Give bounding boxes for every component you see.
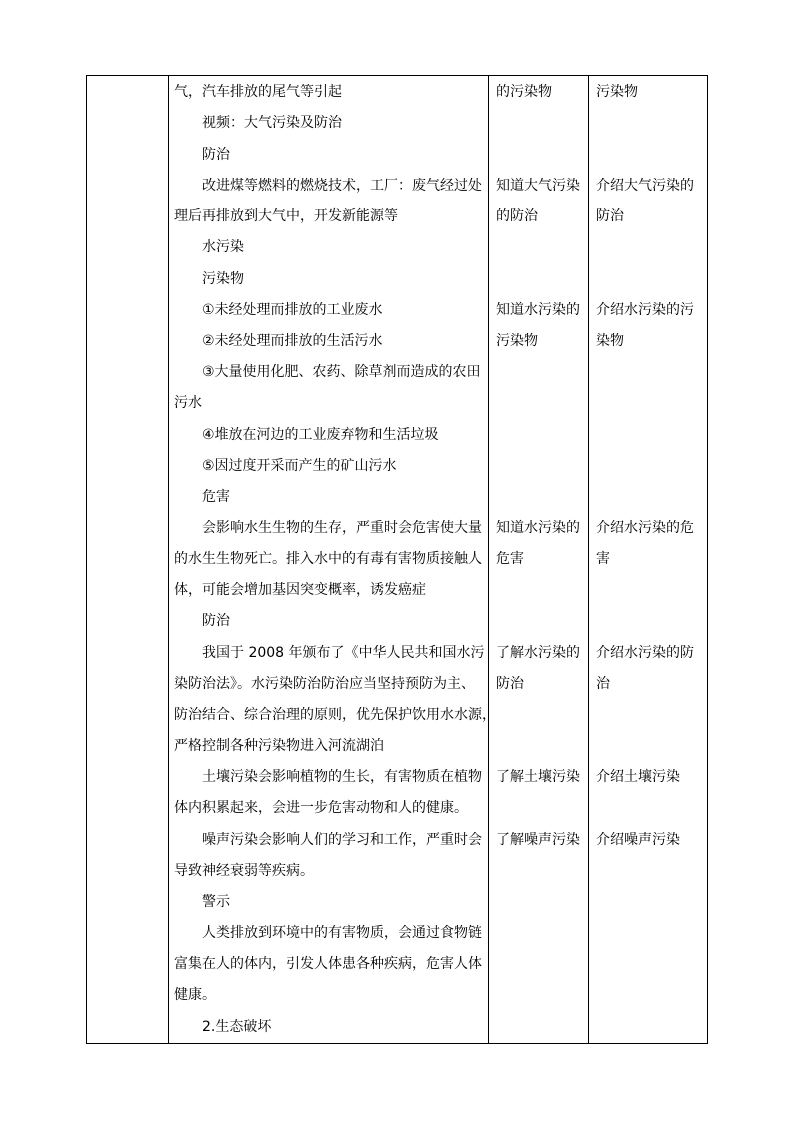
content-line: 富集在人的体内，引发人体患各种疾病，危害人体 [174,956,482,972]
content-line: ③大量使用化肥、农药、除草剂而造成的农田 [202,364,481,380]
content-line: 噪声污染会影响人们的学习和工作，严重时会 [202,832,482,848]
content-line: 防治 [202,613,230,629]
content-line: 严格控制各种污染物进入河流湖泊 [174,738,384,754]
content-line: 体内积累起来，会进一步危害动物和人的健康。 [174,800,468,816]
content-line: 气，汽车排放的尾气等引起 [174,84,342,100]
content-line: 导致神经衰弱等疾病。 [174,863,314,879]
student-activity-line: 污染物 [496,333,538,349]
teacher-activity-line: 污染物 [596,84,638,100]
student-activity-line: 危害 [496,551,524,567]
content-line: 改进煤等燃料的燃烧技术，工厂：废气经过处 [202,178,482,194]
content-line: ②未经处理而排放的生活污水 [202,333,383,349]
content-line: 体，可能会增加基因突变概率，诱发癌症 [174,582,426,598]
student-activity-line: 了解土壤污染 [496,769,580,785]
content-line: 视频：大气污染及防治 [202,115,342,131]
content-line: 污水 [174,395,202,411]
content-line: 防治 [202,147,230,163]
content-line: 的水生生物死亡。排入水中的有毒有害物质接触人 [174,551,482,567]
content-line: 土壤污染会影响植物的生长，有害物质在植物 [202,769,482,785]
content-line: 理后再排放到大气中，开发新能源等 [174,208,398,224]
content-line: 人类排放到环境中的有害物质，会通过食物链 [202,925,482,941]
content-line: ①未经处理而排放的工业废水 [202,302,383,318]
content-line: ⑤因过度开采而产生的矿山污水 [202,458,397,474]
teacher-activity-line: 染物 [596,333,624,349]
content-line: 危害 [202,489,230,505]
content-line: 污染物 [202,271,244,287]
teacher-activity-line: 防治 [596,208,624,224]
teacher-activity-line: 介绍水污染的污 [596,302,694,318]
column-divider [168,75,169,1044]
content-line: 警示 [202,894,230,910]
teacher-activity-line: 介绍大气污染的 [596,178,694,194]
content-line: 防治结合、综合治理的原则，优先保护饮用水水源， [174,707,496,723]
content-line: 2.生态破坏 [202,1019,272,1035]
teacher-activity-line: 介绍噪声污染 [596,832,680,848]
student-activity-line: 知道水污染的 [496,302,580,318]
student-activity-line: 知道水污染的 [496,520,580,536]
student-activity-line: 的防治 [496,208,538,224]
student-activity-line: 了解噪声污染 [496,832,580,848]
teacher-activity-line: 治 [596,676,610,692]
content-line: 染防治法》。水污染防治防治应当坚持预防为主、 [174,676,475,692]
content-line: 会影响水生生物的生存，严重时会危害使大量 [202,520,482,536]
teacher-activity-line: 介绍土壤污染 [596,769,680,785]
content-line: 健康。 [174,987,216,1003]
teacher-activity-line: 害 [596,551,610,567]
content-line: ④堆放在河边的工业废弃物和生活垃圾 [202,427,439,443]
student-activity-line: 了解水污染的 [496,645,580,661]
student-activity-line: 知道大气污染 [496,178,580,194]
teacher-activity-line: 介绍水污染的危 [596,520,694,536]
content-line: 我国于 2008 年颁布了《中华人民共和国水污 [202,645,485,661]
content-line: 水污染 [202,239,244,255]
teacher-activity-line: 介绍水污染的防 [596,645,694,661]
student-activity-line: 的污染物 [496,84,552,100]
student-activity-line: 防治 [496,676,524,692]
column-divider [488,75,489,1044]
column-divider [588,75,589,1044]
